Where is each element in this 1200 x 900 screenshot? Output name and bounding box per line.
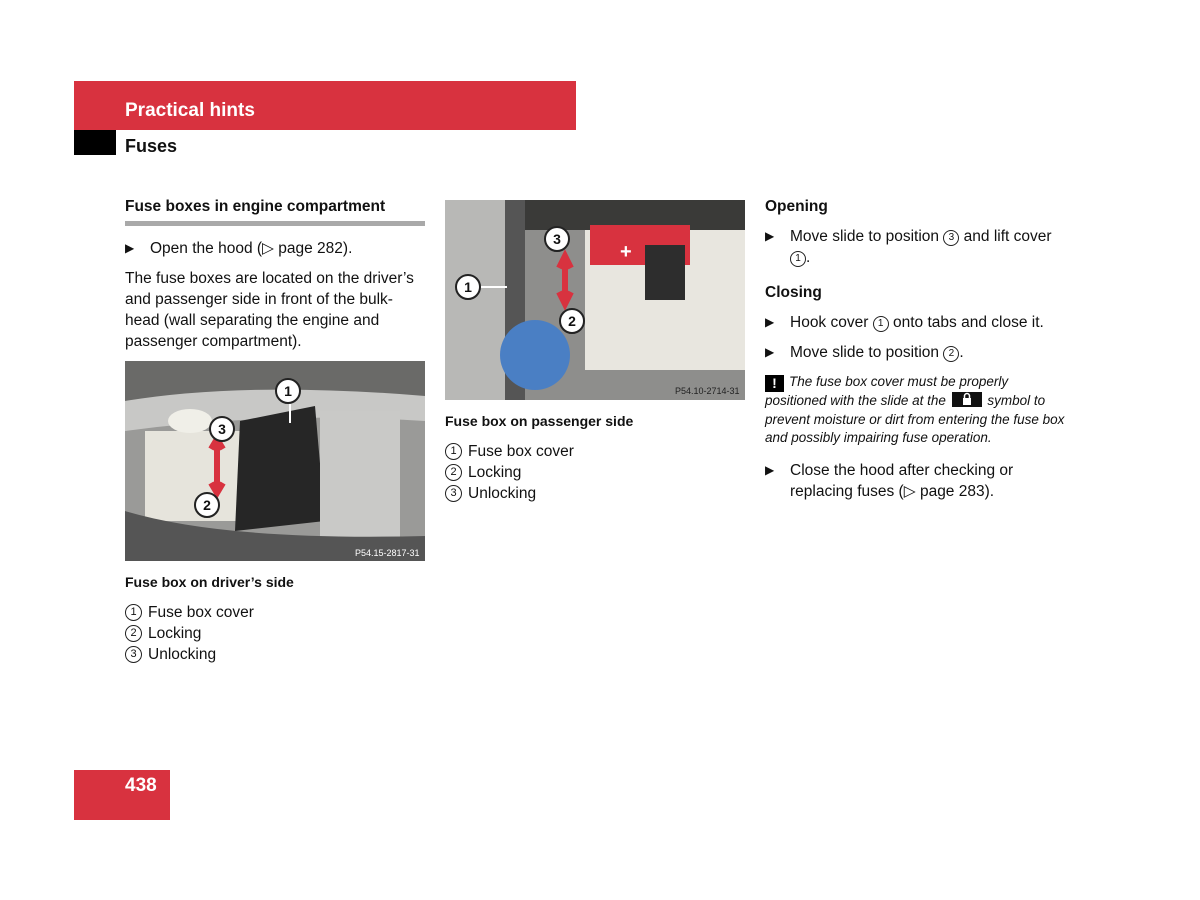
position-number: 1 bbox=[873, 316, 889, 332]
subsection-title: Fuses bbox=[125, 136, 178, 156]
position-number: 1 bbox=[790, 251, 806, 267]
legend-number: 3 bbox=[125, 646, 142, 663]
opening-text: . bbox=[806, 249, 811, 266]
legend-item bbox=[445, 483, 745, 504]
svg-text:+: + bbox=[620, 241, 632, 263]
legend-item bbox=[125, 602, 425, 623]
opening-text: Move slide to position bbox=[790, 228, 944, 245]
opening-bullet bbox=[765, 226, 1065, 268]
passenger-side-legend bbox=[445, 441, 745, 504]
closing-text: . bbox=[959, 344, 964, 361]
legend-number: 2 bbox=[125, 625, 142, 642]
bullet-arrow-icon: ▶ bbox=[125, 241, 135, 255]
bullet-arrow-icon: ▶ bbox=[765, 229, 775, 243]
legend-item bbox=[445, 441, 745, 462]
driver-side-legend bbox=[125, 602, 425, 665]
bullet-arrow-icon: ▶ bbox=[765, 345, 775, 359]
legend-item bbox=[125, 623, 425, 644]
closing-bullet-2 bbox=[765, 342, 1065, 363]
section-title: Practical hints bbox=[125, 100, 255, 121]
note-text: The fuse box cover must be properly positioned with the slide at the bbox=[765, 374, 1009, 408]
note-text: symbol to prevent moisture or dirt from entering the fuse box and possibly impairing fuse operation. bbox=[765, 393, 1065, 445]
close-hood-bullet bbox=[765, 460, 1065, 502]
legend-label: Fuse box cover bbox=[148, 604, 254, 621]
warning-note bbox=[765, 373, 1065, 448]
legend-label: Locking bbox=[148, 625, 202, 642]
svg-text:3: 3 bbox=[553, 231, 561, 247]
legend-label: Unlocking bbox=[148, 646, 217, 663]
opening-heading: Opening bbox=[765, 198, 828, 215]
svg-text:2: 2 bbox=[203, 497, 211, 513]
closing-text: Move slide to position bbox=[790, 344, 944, 361]
closing-text: Hook cover bbox=[790, 314, 873, 331]
driver-side-photo bbox=[125, 361, 425, 561]
svg-text:1: 1 bbox=[464, 279, 472, 295]
position-number: 2 bbox=[943, 346, 959, 362]
legend-label: Unlocking bbox=[468, 485, 537, 502]
warning-icon: ! bbox=[765, 375, 784, 392]
open-hood-bullet bbox=[125, 238, 425, 259]
legend-number: 3 bbox=[445, 485, 462, 502]
closing-heading: Closing bbox=[765, 284, 822, 301]
column-left bbox=[125, 196, 425, 665]
closing-bullet-1 bbox=[765, 312, 1065, 333]
driver-photo-code: P54.15-2817-31 bbox=[355, 548, 420, 558]
column-middle bbox=[445, 200, 745, 504]
closing-text: onto tabs and close it. bbox=[888, 314, 1044, 331]
legend-item bbox=[445, 462, 745, 483]
fuse-location-paragraph: The fuse boxes are located on the driver’s and passenger side in front of the bulk-head (wall separating the engine and passenger compartment). bbox=[125, 270, 414, 350]
opening-text: and lift cover bbox=[959, 228, 1052, 245]
svg-text:3: 3 bbox=[218, 421, 226, 437]
svg-text:1: 1 bbox=[284, 383, 292, 399]
legend-number: 2 bbox=[445, 464, 462, 481]
legend-number: 1 bbox=[125, 604, 142, 621]
legend-number: 1 bbox=[445, 443, 462, 460]
fuse-boxes-heading: Fuse boxes in engine compartment bbox=[125, 196, 425, 226]
passenger-photo-code: P54.10-2714-31 bbox=[675, 386, 740, 396]
close-hood-text[interactable]: Close the hood after checking or replacing fuses (▷ page 283). bbox=[790, 461, 1014, 500]
legend-label: Locking bbox=[468, 464, 522, 481]
driver-side-caption: Fuse box on driver’s side bbox=[125, 574, 294, 590]
svg-text:2: 2 bbox=[568, 313, 576, 329]
passenger-side-caption: Fuse box on passenger side bbox=[445, 413, 634, 429]
position-number: 3 bbox=[943, 230, 959, 246]
open-hood-text[interactable]: Open the hood (▷ page 282). bbox=[150, 240, 353, 257]
passenger-side-photo bbox=[445, 200, 745, 400]
legend-item bbox=[125, 644, 425, 665]
subsection-marker bbox=[74, 130, 116, 155]
lock-icon bbox=[952, 392, 982, 407]
bullet-arrow-icon: ▶ bbox=[765, 315, 775, 329]
legend-label: Fuse box cover bbox=[468, 443, 574, 460]
page-number: 438 bbox=[125, 775, 157, 796]
column-right bbox=[765, 196, 1065, 511]
bullet-arrow-icon: ▶ bbox=[765, 462, 775, 477]
